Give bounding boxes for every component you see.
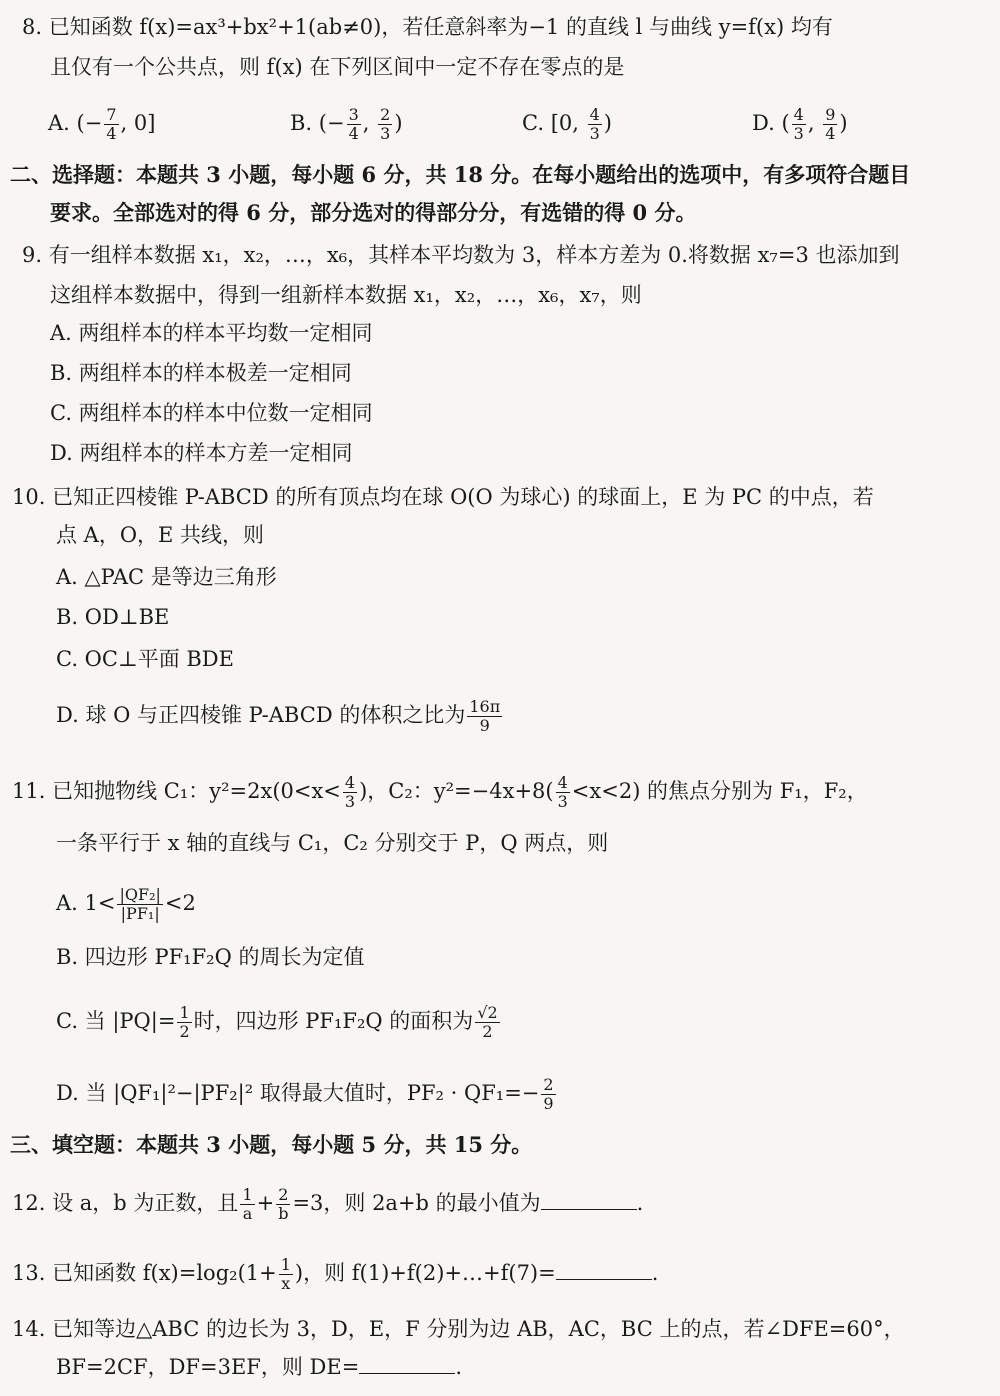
q14-line1: 14. 已知等边△ABC 的边长为 3，D，E，F 分别为边 AB，AC，BC 上的点，若∠DFE=60°，: [12, 1317, 905, 1341]
q14-line2: BF=2CF，DF=3EF，则 DE= .: [56, 1355, 462, 1379]
q10-option-b: B. OD⊥BE: [56, 605, 170, 629]
answer-blank[interactable]: [556, 1259, 652, 1280]
q9-option-b: B. 两组样本的样本极差一定相同: [50, 361, 352, 385]
q9-option-d: D. 两组样本的样本方差一定相同: [50, 441, 353, 465]
q9-line1: 9. 有一组样本数据 x₁，x₂，…，x₆，其样本平均数为 3，样本方差为 0.将数据 x₇=3 也添加到: [22, 243, 900, 267]
q11-option-c: C. 当 |PQ|= $\frac{1}{2}$ 时，四边形 PF₁F₂Q 的面积为 $\frac{√2}{2}$: [56, 1003, 498, 1041]
fraction: $\frac{9}{4}$: [825, 105, 836, 143]
fraction: $\frac{7}{4}$: [106, 105, 117, 143]
q9-option-c: C. 两组样本的样本中位数一定相同: [50, 401, 373, 425]
q10-line2: 点 A，O，E 共线，则: [56, 523, 265, 547]
fraction: $\frac{√2}{2}$: [477, 1003, 498, 1041]
q8-option-d: D. ( $\frac{4}{3}$ , $\frac{9}{4}$ ): [752, 105, 848, 143]
q11-line2: 一条平行于 x 轴的直线与 C₁，C₂ 分别交于 P，Q 两点，则: [56, 831, 609, 855]
fraction: $\frac{4}{3}$: [793, 105, 804, 143]
q10-option-d: D. 球 O 与正四棱锥 P-ABCD 的体积之比为 $\frac{16\pi}{9}$: [56, 697, 501, 735]
q8-line2: 且仅有一个公共点，则 f(x) 在下列区间中一定不存在零点的是: [50, 55, 625, 79]
q8-option-b: B. (− $\frac{3}{4}$ , $\frac{2}{3}$ ): [290, 105, 403, 143]
fraction: $\frac{\text{|QF₂|}}{\text{|PF₁|}}$: [119, 885, 161, 923]
q10-line1: 10. 已知正四棱锥 P-ABCD 的所有顶点均在球 O(O 为球心) 的球面上，E 为 PC 的中点，若: [12, 485, 874, 509]
answer-blank[interactable]: [541, 1189, 637, 1210]
q10-option-c: C. OC⊥平面 BDE: [56, 647, 234, 671]
answer-blank[interactable]: [359, 1353, 455, 1374]
fraction: $\frac{1}{a}$: [242, 1185, 253, 1223]
section3-heading: 三、填空题：本题共 3 小题，每小题 5 分，共 15 分。: [10, 1132, 533, 1157]
section2-heading-line1: 二、选择题：本题共 3 小题，每小题 6 分，共 18 分。在每小题给出的选项中，有多项符合题目: [10, 162, 911, 187]
q8-line1: 8. 已知函数 f(x)=ax³+bx²+1(ab≠0)，若任意斜率为−1 的直线 l 与曲线 y=f(x) 均有: [22, 15, 833, 39]
q13-line: 13. 已知函数 f(x)=log₂(1+ $\frac{1}{x}$ )，则 f(1)+f(2)+…+f(7)= .: [12, 1255, 659, 1293]
q10-option-a: A. △PAC 是等边三角形: [56, 565, 277, 589]
q12-line: 12. 设 a，b 为正数，且 $\frac{1}{a}$ + $\frac{2}{b}$ =3，则 2a+b 的最小值为 .: [12, 1185, 644, 1223]
q8-option-c: C. [0, $\frac{4}{3}$ ): [522, 105, 612, 143]
q11-option-a: A. 1< $\frac{\text{|QF₂|}}{\text{|PF₁|}}$ <2: [56, 885, 196, 923]
fraction: $\frac{2}{3}$: [380, 105, 391, 143]
q9-option-a: A. 两组样本的样本平均数一定相同: [50, 321, 373, 345]
fraction: $\frac{2}{b}$: [278, 1185, 289, 1223]
q11-option-b: B. 四边形 PF₁F₂Q 的周长为定值: [56, 945, 365, 969]
fraction: $\frac{2}{9}$: [543, 1075, 554, 1113]
fraction: $\frac{16\pi}{9}$: [469, 697, 501, 735]
q9-line2: 这组样本数据中，得到一组新样本数据 x₁，x₂，…，x₆，x₇，则: [50, 283, 642, 307]
fraction: $\frac{4}{3}$: [557, 773, 568, 811]
fraction: $\frac{4}{3}$: [589, 105, 600, 143]
fraction: $\frac{1}{2}$: [179, 1003, 190, 1041]
q11-option-d: D. 当 |QF₁|²−|PF₂|² 取得最大值时，PF₂ · QF₁=− $\frac{2}{9}$: [56, 1075, 554, 1113]
q8-option-a: A. (− $\frac{7}{4}$ , 0]: [48, 105, 156, 143]
section2-heading-line2: 要求。全部选对的得 6 分，部分选对的得部分分，有选错的得 0 分。: [50, 200, 697, 225]
fraction: $\frac{1}{x}$: [280, 1255, 291, 1293]
fraction: $\frac{4}{3}$: [344, 773, 356, 811]
fraction: $\frac{3}{4}$: [348, 105, 359, 143]
q11-line1: 11. 已知抛物线 C₁：y²=2x(0<x< $\frac{4}{3}$ )，C₂：y²=−4x+8( $\frac{4}{3}$ <x<2) 的焦点分别为 F₁，F₂，: [12, 773, 868, 811]
